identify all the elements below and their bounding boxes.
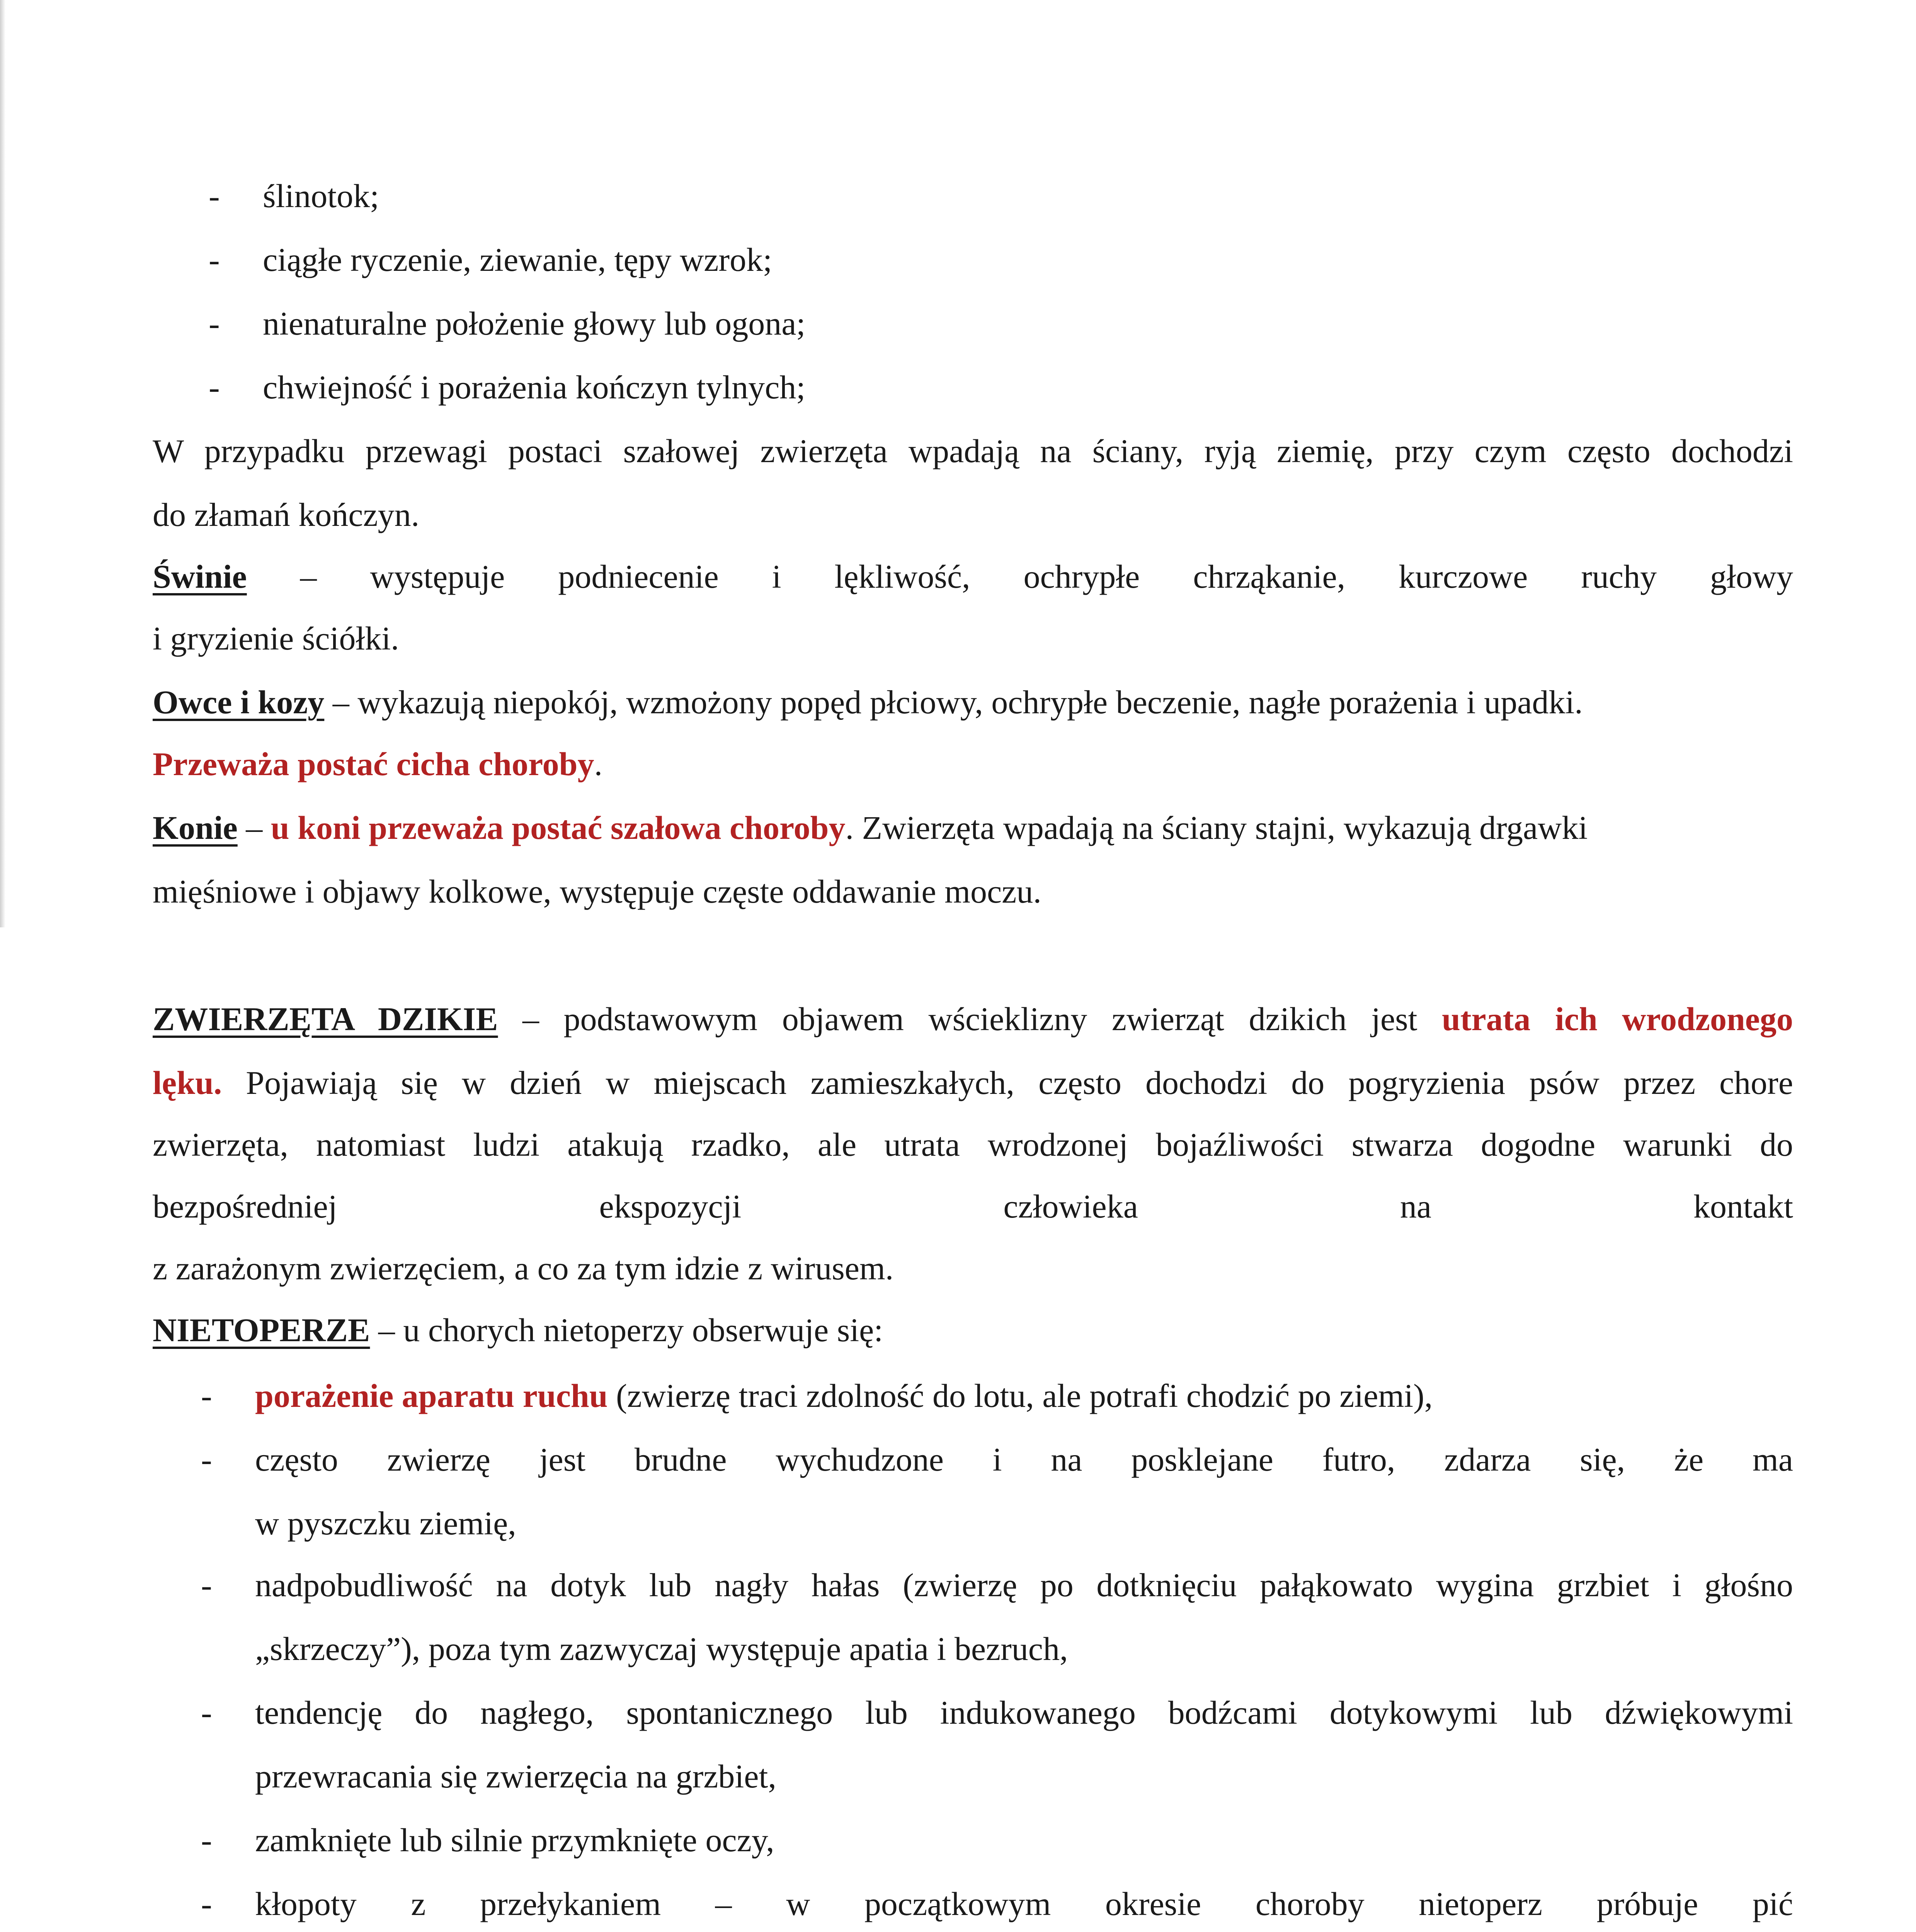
paragraph-line: z zarażonym zwierzęciem, a co za tym idzie z wirusem. [153, 1250, 894, 1287]
heading-owce-i-kozy: Owce i kozy [153, 684, 325, 721]
paragraph-line: W przypadku przewagi postaci szałowej zwierzęta wpadają na ściany, ryją ziemię, przy czym często dochodzi [153, 432, 1793, 469]
bullet-dash: - [201, 1821, 212, 1859]
paragraph-line: mięśniowe i objawy kolkowe, występuje częste oddawanie moczu. [153, 873, 1041, 910]
dzikie-paragraph [153, 987, 1793, 1051]
nietoperze-text: – u chorych nietoperzy obserwuje się: [370, 1311, 883, 1349]
paragraph-line: do złamań kończyn. [153, 496, 420, 533]
bullet-dash: - [209, 369, 220, 406]
list-item: często zwierzę jest brudne wychudzone i na posklejane futro, zdarza się, że ma [255, 1441, 1793, 1478]
highlight-text: lęku. [153, 1064, 222, 1101]
list-item: ślinotok; [263, 177, 379, 214]
paragraph-line: i gryzienie ściółki. [153, 620, 399, 657]
owce-text: – wykazują niepokój, wzmożony popęd płciowy, ochrypłe beczenie, nagłe porażenia i upadki. [324, 684, 1583, 721]
list-item [255, 1364, 1433, 1428]
bullet-dash: - [201, 1377, 212, 1414]
highlight-text: porażenie aparatu ruchu [255, 1377, 608, 1414]
highlight-text: u koni przeważa postać szałowa choroby [271, 809, 846, 846]
bullet-dash: - [201, 1566, 212, 1604]
highlight-text: Przeważa postać cicha choroby [153, 745, 594, 782]
punctuation: . [594, 745, 602, 782]
dzikie-text: Pojawiają się w dzień w miejscach zamieszkałych, często dochodzi do pogryzienia psów przez chore [222, 1064, 1793, 1101]
highlight-text: utrata ich wrodzonego [1442, 1000, 1793, 1037]
heading-swinie: Świnie [153, 558, 247, 595]
bullet-dash: - [209, 177, 220, 214]
dash-text: – [237, 809, 271, 846]
bullet-dash: - [201, 1694, 212, 1731]
paragraph-line [153, 1051, 1793, 1115]
list-item: tendencję do nagłego, spontanicznego lub indukowanego bodźcami dotykowymi lub dźwiękowymi [255, 1694, 1793, 1731]
list-item: zamknięte lub silnie przymknięte oczy, [255, 1821, 774, 1859]
list-item: nienaturalne położenie głowy lub ogona; [263, 305, 806, 342]
swinie-text: – występuje podniecenie i lękliwość, ochrypłe chrząkanie, kurczowe ruchy głowy [247, 558, 1793, 595]
list-item: nadpobudliwość na dotyk lub nagły hałas (zwierzę po dotknięciu pałąkowato wygina grzbiet i głośno [255, 1566, 1793, 1604]
bullet-dash: - [201, 1441, 212, 1478]
owce-note [153, 732, 602, 796]
list-item: chwiejność i porażenia kończyn tylnych; [263, 369, 806, 406]
dzikie-text: – podstawowym objawem wścieklizny zwierząt dzikich jest [498, 1000, 1442, 1037]
konie-paragraph [153, 796, 1588, 860]
list-item: kłopoty z przełykaniem – w początkowym okresie choroby nietoperz próbuje pić [255, 1885, 1793, 1922]
swinie-paragraph [153, 545, 1793, 609]
list-item-continuation: w pyszczku ziemię, [255, 1505, 516, 1542]
bullet-dash: - [209, 241, 220, 278]
heading-zwierzeta-dzikie: ZWIERZĘTA DZIKIE [153, 1000, 498, 1037]
list-item: ciągłe ryczenie, ziewanie, tępy wzrok; [263, 241, 772, 278]
paragraph-line: bezpośredniej ekspozycji człowieka na kontakt [153, 1188, 1793, 1225]
heading-konie: Konie [153, 809, 238, 846]
heading-nietoperze: NIETOPERZE [153, 1311, 370, 1349]
list-item-continuation: przewracania się zwierzęcia na grzbiet, [255, 1758, 776, 1795]
paragraph-line: zwierzęta, natomiast ludzi atakują rzadko, ale utrata wrodzonej bojaźliwości stwarza dogodne warunki do [153, 1126, 1793, 1163]
konie-text: . Zwierzęta wpadają na ściany stajni, wykazują drgawki [845, 809, 1588, 846]
list-item-text: (zwierzę traci zdolność do lotu, ale potrafi chodzić po ziemi), [607, 1377, 1433, 1414]
bullet-dash: - [201, 1885, 212, 1922]
owce-paragraph [153, 670, 1583, 734]
list-item-continuation: „skrzeczy”), poza tym zazwyczaj występuje apatia i bezruch, [255, 1630, 1068, 1667]
nietoperze-paragraph [153, 1298, 883, 1362]
bullet-dash: - [209, 305, 220, 342]
